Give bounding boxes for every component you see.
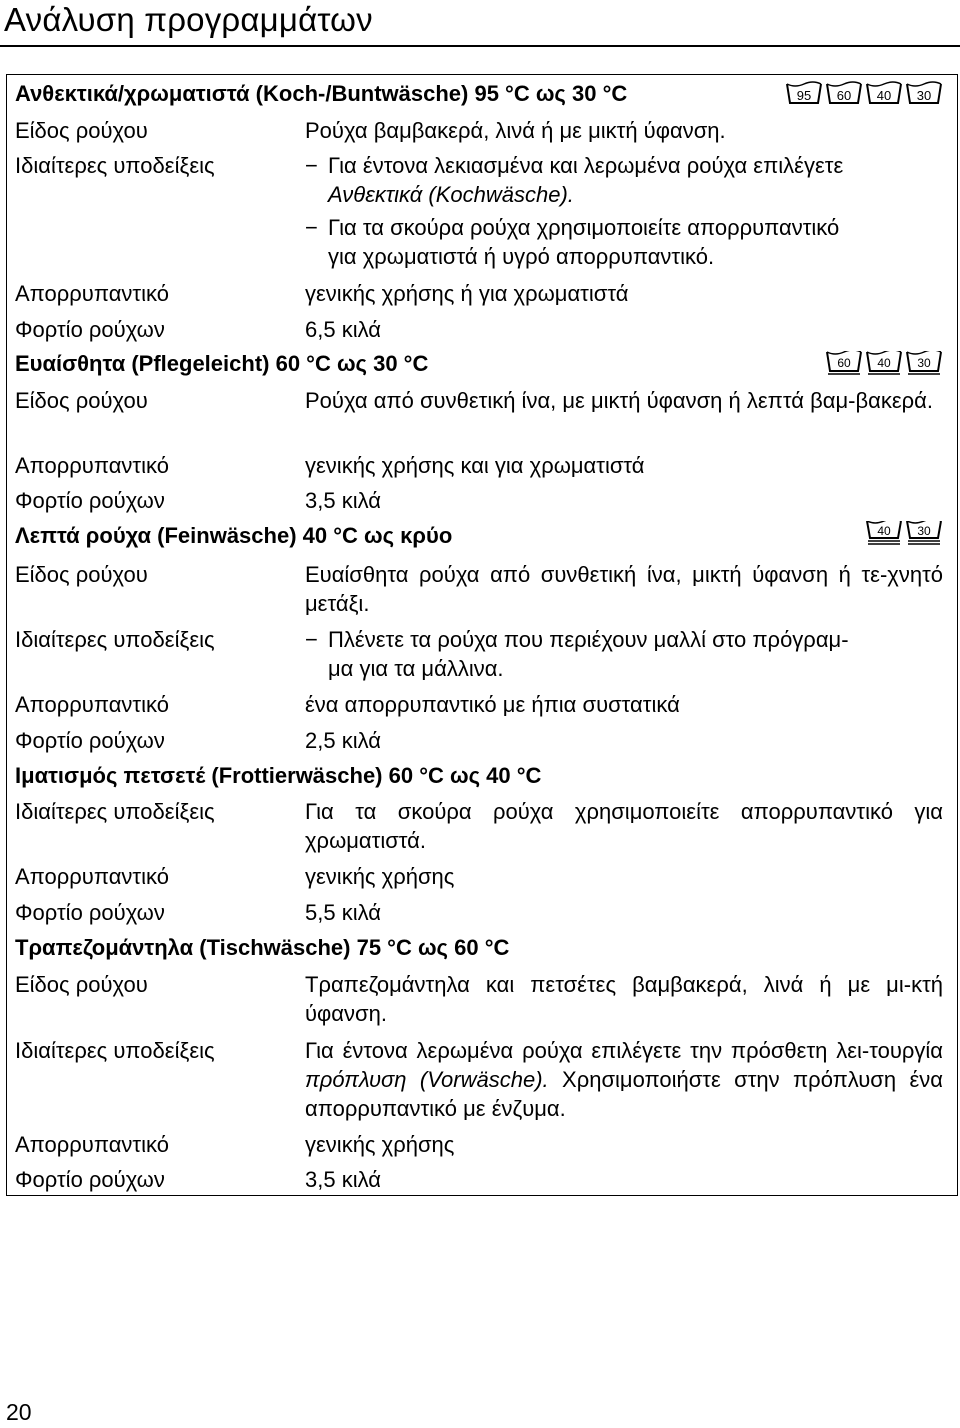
row-value-fabric: Τραπεζομάντηλα και πετσέτες βαμβακερά, λινά ή με μι-κτή ύφανση. xyxy=(305,972,943,1026)
row-label-notes: Ιδιαίτερες υποδείξεις xyxy=(15,627,215,652)
page-number: 20 xyxy=(6,1399,32,1425)
row-label-detergent: Απορρυπαντικό xyxy=(15,1132,169,1157)
care-icons-cotton xyxy=(783,81,943,105)
row-value-notes xyxy=(305,151,943,271)
wash-40-icon xyxy=(865,81,903,105)
section-heading-cotton: Ανθεκτικά/χρωματιστά (Koch-/Buntwäsche) 95 °C ως 30 °C xyxy=(15,81,628,106)
row-value-notes: Για τα σκούρα ρούχα χρησιμοποιείτε απορρυπαντικό για χρωματιστά. xyxy=(305,799,943,853)
section-heading-towels: Ιματισμός πετσετέ (Frottierwäsche) 60 °C ως 40 °C xyxy=(15,763,542,788)
row-value-load: 6,5 κιλά xyxy=(305,317,381,342)
note-item: − Για έντονα λεκιασμένα και λερωμένα ρούχα επιλέγετε Ανθεκτικά (Kochwäsche). xyxy=(305,153,844,207)
svg-text:60: 60 xyxy=(836,88,852,103)
row-value-detergent: γενικής χρήσης ή για χρωματιστά xyxy=(305,281,629,306)
title-rule xyxy=(0,45,960,47)
row-label-load: Φορτίο ρούχων xyxy=(15,1167,165,1192)
wash-95-icon xyxy=(785,81,823,105)
row-label-load: Φορτίο ρούχων xyxy=(15,317,165,342)
row-label-fabric: Είδος ρούχου xyxy=(15,118,148,143)
svg-text:30: 30 xyxy=(917,356,931,370)
row-value-fabric: Ρούχα βαμβακερά, λινά ή με μικτή ύφανση. xyxy=(305,118,726,143)
wash-60-gentle-icon xyxy=(825,351,863,375)
row-label-notes: Ιδιαίτερες υποδείξεις xyxy=(15,153,215,178)
row-label-fabric: Είδος ρούχου xyxy=(15,562,148,587)
row-label-notes: Ιδιαίτερες υποδείξεις xyxy=(15,799,215,824)
row-value-fabric: Ευαίσθητα ρούχα από συνθετική ίνα, μικτή ύφανση ή τε-χνητό μετάξι. xyxy=(305,562,943,616)
row-value-notes xyxy=(305,625,943,683)
note-item: − Για τα σκούρα ρούχα χρησιμοποιείτε απορρυπαντικό για χρωματιστά ή υγρό απορρυπαντικό. xyxy=(305,215,840,269)
row-value-detergent: γενικής χρήσης και για χρωματιστά xyxy=(305,453,645,478)
wash-60-icon xyxy=(825,81,863,105)
svg-text:60: 60 xyxy=(837,356,851,370)
row-label-load: Φορτίο ρούχων xyxy=(15,728,165,753)
section-heading-delicates: Λεπτά ρούχα (Feinwäsche) 40 °C ως κρύο xyxy=(15,523,453,548)
svg-text:40: 40 xyxy=(877,524,891,538)
svg-text:40: 40 xyxy=(877,356,891,370)
svg-text:95: 95 xyxy=(796,88,812,103)
row-label-fabric: Είδος ρούχου xyxy=(15,972,148,997)
row-value-detergent: ένα απορρυπαντικό με ήπια συστατικά xyxy=(305,692,680,717)
row-label-load: Φορτίο ρούχων xyxy=(15,488,165,513)
wash-30-delicate-icon xyxy=(905,521,943,545)
svg-text:40: 40 xyxy=(876,88,892,103)
row-value-notes: Για έντονα λερωμένα ρούχα επιλέγετε την πρόσθετη λει-τουργία πρόπλυση (Vorwäsche). Χρησιμοποιήστε στην πρόπλυση ένα απορρυπαντικό με ένζυμα. xyxy=(305,1038,943,1121)
row-value-fabric: Ρούχα από συνθετική ίνα, με μικτή ύφανση ή λεπτά βαμ-βακερά. xyxy=(305,388,933,413)
row-label-load: Φορτίο ρούχων xyxy=(15,900,165,925)
row-value-detergent: γενικής χρήσης xyxy=(305,1132,455,1157)
row-label-detergent: Απορρυπαντικό xyxy=(15,281,169,306)
row-label-detergent: Απορρυπαντικό xyxy=(15,864,169,889)
wash-40-gentle-icon xyxy=(865,351,903,375)
row-value-load: 3,5 κιλά xyxy=(305,488,381,513)
row-label-detergent: Απορρυπαντικό xyxy=(15,453,169,478)
row-value-load: 5,5 κιλά xyxy=(305,900,381,925)
care-icons-easycare xyxy=(823,351,943,375)
section-heading-tablelinen: Τραπεζομάντηλα (Tischwäsche) 75 °C ως 60 °C xyxy=(15,935,510,960)
row-value-load: 3,5 κιλά xyxy=(305,1167,381,1192)
row-label-fabric: Είδος ρούχου xyxy=(15,388,148,413)
svg-text:30: 30 xyxy=(916,88,932,103)
page-title: Ανάλυση προγραμμάτων xyxy=(4,1,373,38)
svg-text:30: 30 xyxy=(917,524,931,538)
note-item: − Πλένετε τα ρούχα που περιέχουν μαλλί στο πρόγραμ- μα για τα μάλλινα. xyxy=(305,627,849,681)
program-table xyxy=(6,74,958,1196)
section-heading-easycare: Ευαίσθητα (Pflegeleicht) 60 °C ως 30 °C xyxy=(15,351,429,376)
row-label-detergent: Απορρυπαντικό xyxy=(15,692,169,717)
wash-30-gentle-icon xyxy=(905,351,943,375)
row-label-notes: Ιδιαίτερες υποδείξεις xyxy=(15,1038,215,1063)
care-icons-delicates xyxy=(863,521,943,545)
row-value-detergent: γενικής χρήσης xyxy=(305,864,455,889)
row-value-load: 2,5 κιλά xyxy=(305,728,381,753)
wash-30-icon xyxy=(905,81,943,105)
wash-40-delicate-icon xyxy=(865,521,903,545)
